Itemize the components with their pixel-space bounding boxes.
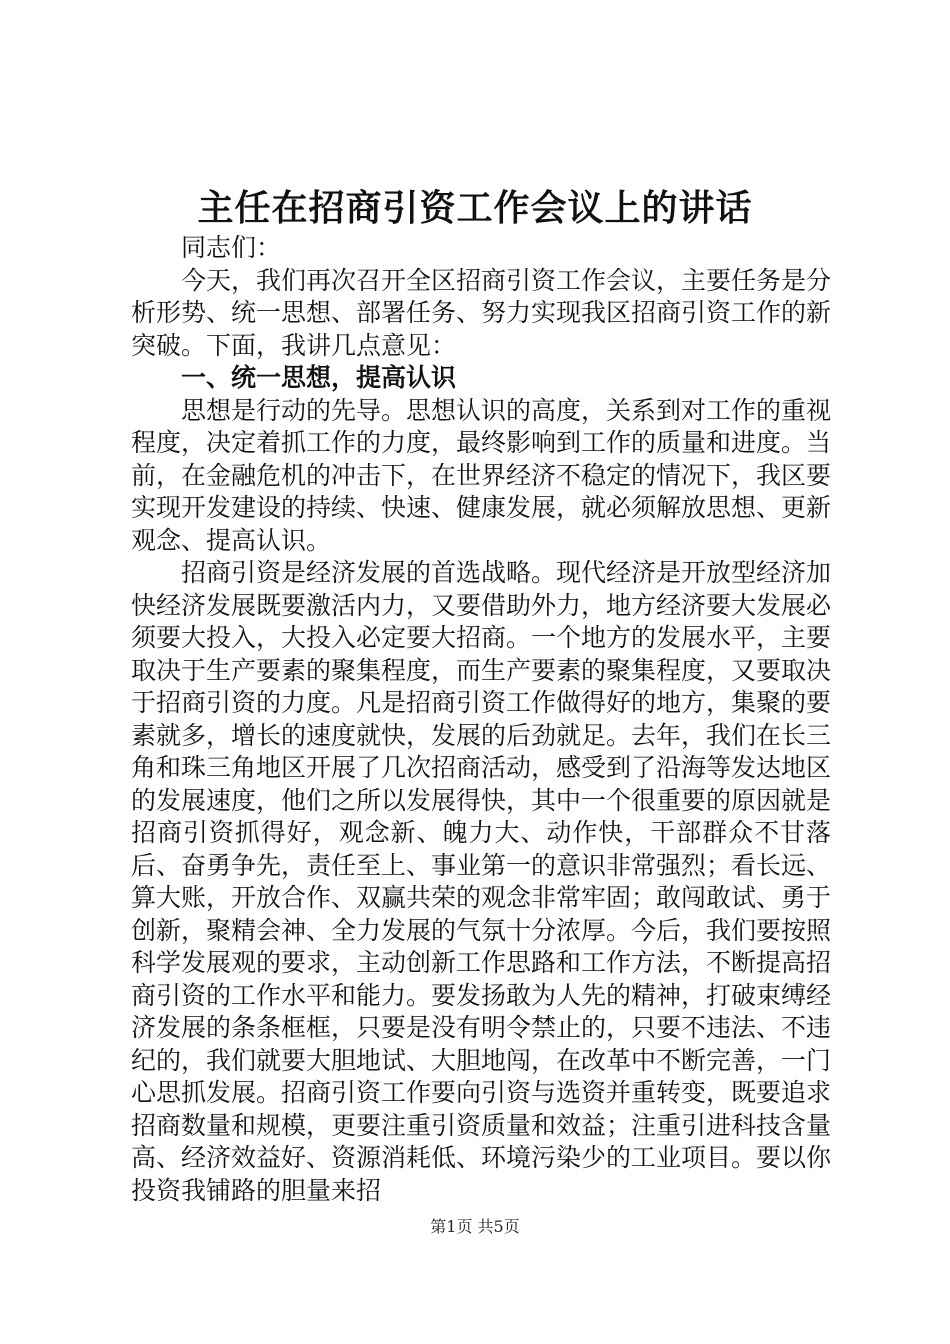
section-paragraph: 思想是行动的先导。思想认识的高度，关系到对工作的重视程度，决定着抓工作的力度，最终影响到工作的质量和进度。当前，在金融危机的冲击下，在世界经济不稳定的情况下，我区要实现开发建设的持续、快速、健康发展，就必须解放思想、更新观念、提高认识。 — [131, 395, 832, 555]
salutation: 同志们： — [181, 233, 282, 262]
section-paragraph: 招商引资是经济发展的首选战略。现代经济是开放型经济加快经济发展既要激活内力，又要借助外力，地方经济要大发展必须要大投入，大投入必定要大招商。一个地方的发展水平，主要取决于生产要素的聚集程度，而生产要素的聚集程度，又要取决于招商引资的力度。凡是招商引资工作做得好的地方，集聚的要素就多，增长的速度就快，发展的后劲就足。去年，我们在长三角和珠三角地区开展了几次招商活动，感受到了沿海等发达地区的发展速度，他们之所以发展得快，其中一个很重要的原因就是招商引资抓得好，观念新、魄力大、动作快，干部群众不甘落后、奋勇争先，责任至上、事业第一的意识非常强烈；看长远、算大账，开放合作、双赢共荣的观念非常牢固；敢闯敢试、勇于创新，聚精会神、全力发展的气氛十分浓厚。今后，我们要按照科学发展观的要求，主动创新工作思路和工作方法，不断提高招商引资的工作水平和能力。要发扬敢为人先的精神，打破束缚经济发展的条条框框，只要是没有明令禁止的，只要不违法、不违纪的，我们就要大胆地试、大胆地闯，在改革中不断完善，一门心思抓发展。招商引资工作要向引资与选资并重转变，既要追求招商数量和规模，更要注重引资质量和效益；注重引进科技含量高、经济效益好、资源消耗低、环境污染少的工业项目。要以你投资我铺路的胆量来招 — [131, 558, 832, 1205]
intro-paragraph: 今天，我们再次召开全区招商引资工作会议，主要任务是分析形势、统一思想、部署任务、努力实现我区招商引资工作的新突破。下面，我讲几点意见： — [131, 265, 832, 360]
section-heading: 一、统一思想，提高认识 — [181, 363, 457, 392]
document-title: 主任在招商引资工作会议上的讲话 — [197, 187, 753, 229]
document-body — [131, 232, 831, 1207]
page-footer: 第1页 共5页 — [430, 1217, 520, 1236]
